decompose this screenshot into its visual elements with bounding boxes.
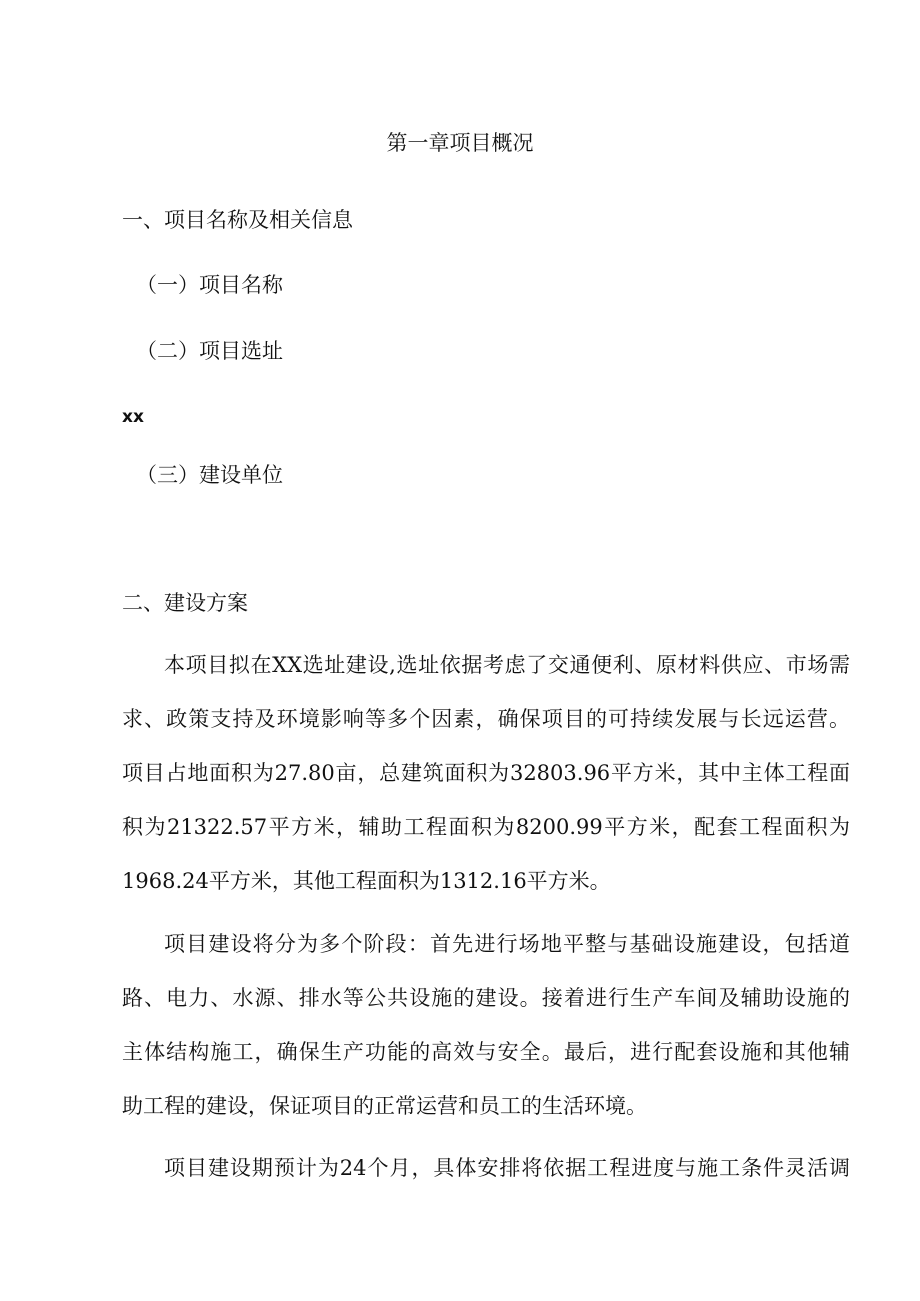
paragraph-line: 项目建设期预计为24个月，具体安排将依据工程进度与施工条件灵活调	[164, 1156, 850, 1180]
paragraph-line: 求、政策支持及环境影响等多个因素，确保项目的可持续发展与长远运营。	[122, 707, 850, 731]
paragraph-line: 项目占地面积为27.80亩，总建筑面积为32803.96平方米，其中主体工程面	[122, 761, 850, 785]
subheading-project-name: （一）项目名称	[136, 273, 283, 297]
paragraph-line: 路、电力、水源、排水等公共设施的建设。接着进行生产车间及辅助设施的	[122, 986, 850, 1010]
subheading-project-site: （二）项目选址	[136, 339, 283, 363]
paragraph-line: 助工程的建设，保证项目的正常运营和员工的生活环境。	[122, 1094, 647, 1118]
paragraph-line: 主体结构施工，确保生产功能的高效与安全。最后，进行配套设施和其他辅	[122, 1040, 850, 1064]
paragraph-line: 本项目拟在XX选址建设,选址依据考虑了交通便利、原材料供应、市场需	[164, 653, 850, 677]
section-heading-project-info: 一、项目名称及相关信息	[122, 208, 353, 232]
paragraph-line: 积为21322.57平方米，辅助工程面积为8200.99平方米，配套工程面积为	[122, 815, 850, 839]
chapter-title: 第一章项目概况	[386, 131, 534, 155]
subheading-construction-unit: （三）建设单位	[136, 463, 283, 487]
paragraph-line: 项目建设将分为多个阶段：首先进行场地平整与基础设施建设，包括道	[164, 932, 850, 956]
project-site-value: xx	[122, 407, 144, 427]
paragraph-line: 1968.24平方米，其他工程面积为1312.16平方米。	[122, 869, 611, 893]
section-heading-construction-plan: 二、建设方案	[122, 591, 248, 615]
